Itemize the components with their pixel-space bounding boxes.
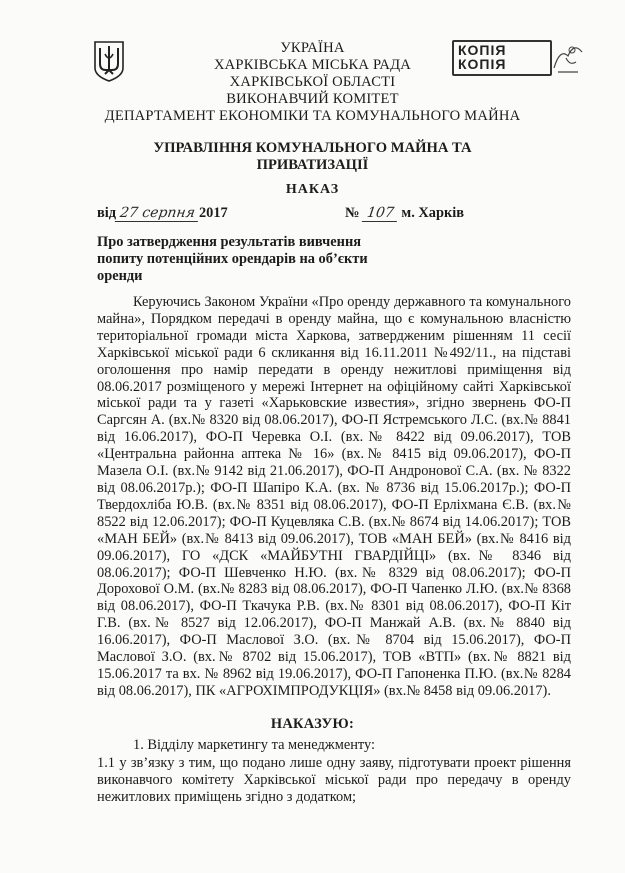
- item-1-1: [97, 755, 571, 806]
- preamble: [97, 294, 571, 700]
- directorate-line-1: УПРАВЛІННЯ КОМУНАЛЬНОГО МАЙНА ТА: [153, 140, 472, 156]
- date-handwritten: 27 серпня: [115, 205, 200, 222]
- number-handwritten: 107: [362, 205, 399, 222]
- number-prefix: №: [345, 205, 360, 221]
- order-date: [97, 205, 228, 222]
- date-prefix: від: [97, 205, 117, 221]
- document-type: НАКАЗ: [285, 182, 340, 197]
- item-1: 1. Відділу маркетингу та менеджменту:: [133, 737, 376, 753]
- sketch-mark-icon: [548, 38, 588, 78]
- directorate-title: [0, 140, 625, 174]
- stamp-line-1: КОПІЯ: [458, 42, 507, 58]
- preamble-text: Керуючись Законом України «Про оренду державного та комунального майна», Порядком передачі в оренду майна, що є комунальною власністю територіальної громади міста Харкова, затвердженим рішенням 11 сесії Харківської міської ради 6 скликання від 16.11.2011 №492/11., на підставі оголошення про намір передати в оренду нежитлові приміщення від 08.06.2017 розміщеного у мережі Інтернет на офіційному сайті Харківської міської ради та у газеті «Харьковские известия», згідно звернень ФО-П Саргсян А. (вх.№ 8320 від 08.06.2017), ФО-П Ястремського Л.С. (вх.№ 8841 від 16.06.2017), ФО-П Черевка О.І. (вх.№ 8422 від 09.06.2017), ТОВ «Центральна районна аптека № 16» (вх.№ 8415 від 09.06.2017), ФО-П Мазела О.І. (вх.№ 9142 від 21.06.2017), ФО-П Андронової С.А. (вх. № 8322 від 08.06.2017р.); ФО-П Шапіро К.А. (вх. № 8736 від 15.06.2017р.); ФО-П Твердохліба Ю.В. (вх.№ 8351 від 08.06.2017), ФО-П Ерліхмана Є.В. (вх.№ 8522 від 12.06.2017); ФО-П Куцевляка С.В. (вх.№ 8674 від 14.06.2017); ТОВ «МАН БЕЙ» (вх.№ 8413 від 09.06.2017), ТОВ «МАН БЕЙ» (вх.№ 8416 від 09.06.2017), ГО «ДСК «МАЙБУТНІ ГВАРДІЙЦІ» (вх.№ 8346 від 08.06.2017); ФО-П Шевченко Н.Ю. (вх.№ 8329 від 08.06.2017); ФО-П Дорохової О.М. (вх.№ 8283 від 08.06.2017), ФО-П Чапенко Л.Ю. (вх.№ 8368 від 08.06.2017), ФО-П Ткачука Р.В. (вх.№ 8301 від 08.06.2017), ФО-П Кіт Г.В. (вх.№ 8527 від 12.06.2017), ФО-П Манжай А.В. (вх.№ 8840 від 16.06.2017), ФО-П Маслової З.О. (вх.№ 8704 від 15.06.2017), ФО-П Маслової З.О. (вх.№ 8702 від 15.06.2017), ТОВ «ВТП» (вх.№ 8821 від 15.06.2017 та вх. № 8962 від 19.06.2017), ФО-П Гапоненка П.Ю. (вх.№ 8284 від 08.06.2017), ПК «АГРОХІМПРОДУКЦІЯ» (вх.№ 8458 від 09.06.2017).: [97, 294, 571, 699]
- header-department: ДЕПАРТАМЕНТ ЕКОНОМІКИ ТА КОМУНАЛЬНОГО МАЙНА: [104, 108, 521, 124]
- item-1-1-text: 1.1 у зв’язку з тим, що подано лише одну заяву, підготувати проект рішення виконавчого комітету Харківської міської ради про передачу в оренду нежитлових приміщень згідно з додатком;: [97, 755, 571, 805]
- decree-heading: НАКАЗУЮ:: [270, 716, 355, 732]
- header-council: ХАРКІВСЬКА МІСЬКА РАДА: [213, 57, 412, 73]
- date-year: 2017: [198, 205, 228, 221]
- directorate-line-2: ПРИВАТИЗАЦІЇ: [256, 157, 369, 173]
- stamp-line-2: КОПІЯ: [458, 56, 507, 72]
- order-number: [345, 205, 464, 222]
- copy-stamp: [452, 40, 552, 76]
- header-executive: ВИКОНАВЧИЙ КОМІТЕТ: [226, 91, 399, 107]
- order-subject: Про затвердження результатів вивчення попиту потенційних орендарів на об’єкти оренди: [97, 234, 368, 284]
- header-country: УКРАЇНА: [280, 40, 345, 56]
- header-region: ХАРКІВСЬКОЇ ОБЛАСТІ: [229, 74, 396, 90]
- order-city: м. Харків: [401, 205, 465, 221]
